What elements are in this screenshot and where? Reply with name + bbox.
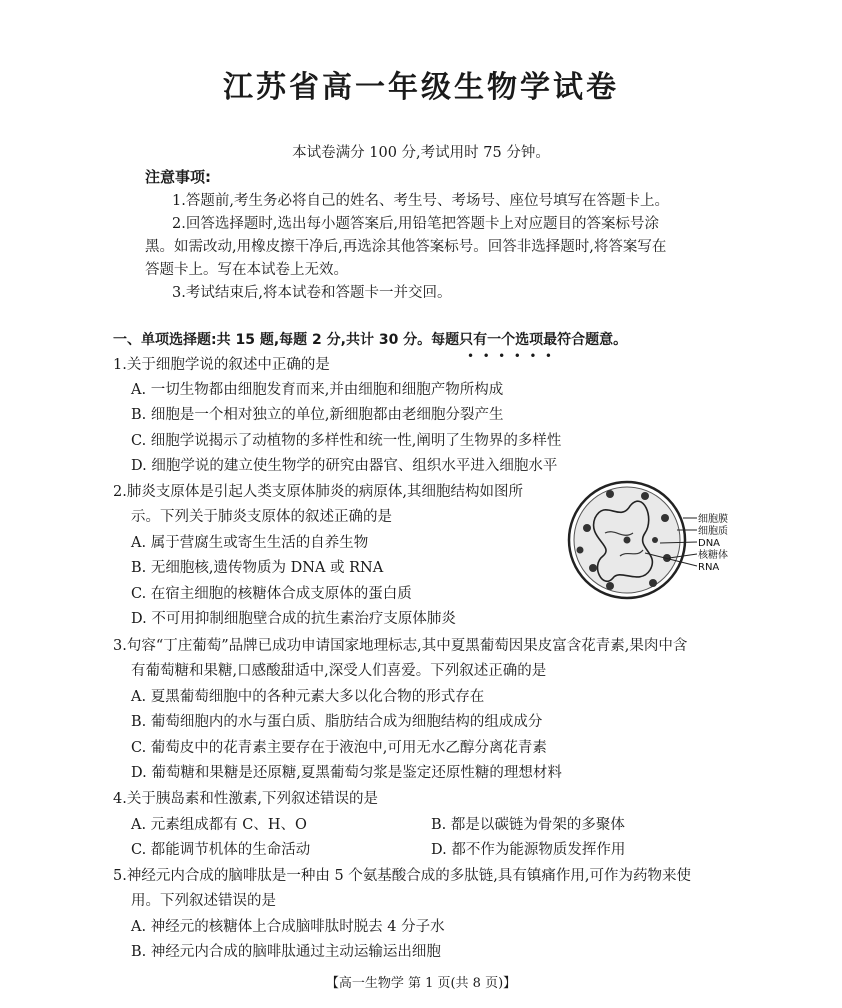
exam-intro: 本试卷满分 100 分,考试用时 75 分钟。 — [292, 145, 550, 161]
q5-option-b: B. 神经元内合成的脑啡肽通过主动运输运出细胞 — [131, 944, 441, 960]
q5-stem-line-2: 用。下列叙述错误的是 — [131, 893, 276, 909]
q1-option-c: C. 细胞学说揭示了动植物的多样性和统一性,阐明了生物界的多样性 — [131, 433, 562, 449]
diagram-label-rna: RNA — [698, 562, 720, 573]
notes-line-4: 答题卡上。写在本试卷上无效。 — [145, 262, 348, 278]
q1-option-a: A. 一切生物都由细胞发育而来,并由细胞和细胞产物所构成 — [131, 382, 504, 398]
mycoplasma-cell-diagram — [565, 478, 745, 608]
q3-option-c: C. 葡萄皮中的花青素主要存在于液泡中,可用无水乙醇分离花青素 — [131, 740, 547, 756]
q3-option-a: A. 夏黑葡萄细胞中的各种元素大多以化合物的形式存在 — [131, 689, 485, 705]
page-title: 江苏省高一年级生物学试卷 — [223, 70, 619, 105]
q4-option-c: C. 都能调节机体的生命活动 — [131, 842, 311, 858]
q4-stem: 4.关于胰岛素和性激素,下列叙述错误的是 — [113, 791, 378, 807]
diagram-label-dna: DNA — [698, 538, 721, 549]
emphasis-dots: •••••• — [467, 349, 561, 363]
q4-option-a: A. 元素组成都有 C、H、O — [131, 817, 307, 833]
q2-option-b: B. 无细胞核,遗传物质为 DNA 或 RNA — [131, 560, 384, 576]
notes-line-5: 3.考试结束后,将本试卷和答题卡一并交回。 — [172, 285, 452, 301]
diagram-label-membrane: 细胞膜 — [698, 514, 728, 525]
q2-option-c: C. 在宿主细胞的核糖体合成支原体的蛋白质 — [131, 586, 412, 602]
q3-option-b: B. 葡萄细胞内的水与蛋白质、脂肪结合成为细胞结构的组成成分 — [131, 714, 543, 730]
notes-line-1: 1.答题前,考生务必将自己的姓名、考生号、考场号、座位号填写在答题卡上。 — [172, 193, 669, 209]
q2-option-d: D. 不可用抑制细胞壁合成的抗生素治疗支原体肺炎 — [131, 611, 456, 627]
q4-option-d: D. 都不作为能源物质发挥作用 — [431, 842, 626, 858]
q1-stem: 1.关于细胞学说的叙述中正确的是 — [113, 357, 330, 373]
notes-line-2: 2.回答选择题时,选出每小题答案后,用铅笔把答题卡上对应题目的答案标号涂 — [172, 216, 660, 232]
q3-option-d: D. 葡萄糖和果糖是还原糖,夏黑葡萄匀浆是鉴定还原性糖的理想材料 — [131, 765, 562, 781]
q2-option-a: A. 属于营腐生或寄生生活的自养生物 — [131, 535, 369, 551]
q2-stem-line-2: 示。下列关于肺炎支原体的叙述正确的是 — [131, 509, 392, 525]
q4-option-b: B. 都是以碳链为骨架的多聚体 — [431, 817, 625, 833]
notes-heading: 注意事项: — [145, 168, 211, 186]
q5-option-a: A. 神经元的核糖体上合成脑啡肽时脱去 4 分子水 — [131, 919, 445, 935]
q3-stem-line-1: 3.句容“丁庄葡萄”品牌已成功申请国家地理标志,其中夏黑葡萄因果皮富含花青素,果肉中含 — [113, 638, 688, 654]
diagram-label-ribosome: 核糖体 — [698, 550, 728, 561]
q3-stem-line-2: 有葡萄糖和果糖,口感酸甜适中,深受人们喜爱。下列叙述正确的是 — [131, 663, 547, 679]
page-footer: 【高一生物学 第 1 页(共 8 页)】 — [325, 976, 517, 991]
diagram-label-cytoplasm: 细胞质 — [698, 526, 728, 537]
section-heading: 一、单项选择题:共 15 题,每题 2 分,共计 30 分。每题只有一个选项最符合题意。 — [113, 332, 628, 348]
q2-stem-line-1: 2.肺炎支原体是引起人类支原体肺炎的病原体,其细胞结构如图所 — [113, 484, 523, 500]
q1-option-b: B. 细胞是一个相对独立的单位,新细胞都由老细胞分裂产生 — [131, 407, 504, 423]
notes-line-3: 黑。如需改动,用橡皮擦干净后,再选涂其他答案标号。回答非选择题时,将答案写在 — [145, 239, 667, 255]
q5-stem-line-1: 5.神经元内合成的脑啡肽是一种由 5 个氨基酸合成的多肽链,具有镇痛作用,可作为药物来使 — [113, 868, 691, 884]
q1-option-d: D. 细胞学说的建立使生物学的研究由器官、组织水平进入细胞水平 — [131, 458, 558, 474]
